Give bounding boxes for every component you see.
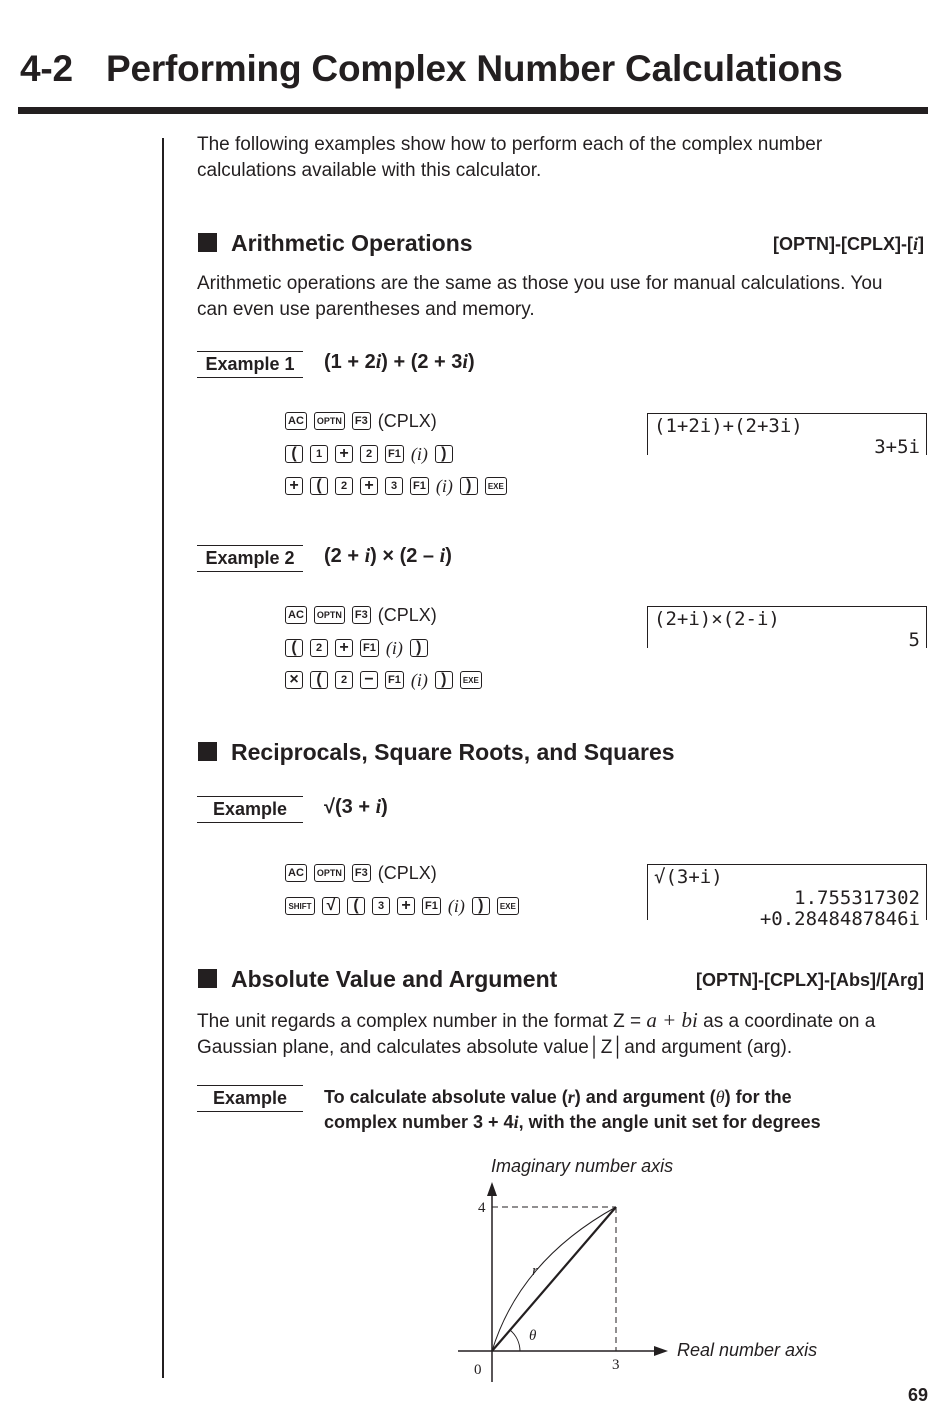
calculator-screen [647, 606, 927, 651]
x-axis-arrow-icon [654, 1346, 668, 1356]
expr-i: i [439, 545, 446, 567]
desc-line-2: Gaussian plane, and calculates absolute value│Z│and argument (arg). [197, 1037, 793, 1058]
expr-part: ) + (2 + 3 [381, 351, 463, 373]
cplx-label: (CPLX) [377, 410, 437, 431]
text-r: r [567, 1087, 575, 1107]
text-part: complex number 3 + 4 [324, 1112, 514, 1132]
vector-line [492, 1207, 616, 1351]
title-text: Performing Complex Number Calculations [106, 48, 843, 89]
intro-line-1: The following examples show how to perform each of the complex number [197, 134, 823, 155]
heading-text: Arithmetic Operations [231, 230, 473, 256]
f1-key-icon: F1 [385, 445, 404, 463]
text-part: ) for the [724, 1087, 792, 1107]
section-absolute-heading [198, 966, 557, 993]
screen-line-2: 5 [908, 629, 920, 651]
shift-key-icon: SHIFT [285, 897, 315, 915]
one-key-icon: 1 [310, 445, 328, 463]
expr-part: √(3 + [324, 796, 376, 818]
bullet-square-icon [198, 233, 217, 252]
two-key-icon: 2 [310, 639, 328, 657]
two-key-icon: 2 [360, 445, 378, 463]
expr-part: ) × (2 – [370, 545, 440, 567]
rparen-key-icon: ) [435, 671, 453, 689]
gaussian-plane-diagram [440, 1150, 840, 1385]
intro-paragraph [197, 132, 822, 184]
rparen-key-icon: ) [472, 897, 490, 915]
i-label: (i) [385, 637, 403, 658]
page-title [20, 48, 843, 90]
minus-key-icon: − [360, 671, 378, 689]
x-axis-label: Real number axis [677, 1340, 818, 1360]
two-key-icon: 2 [335, 671, 353, 689]
screen-line-1: √(3+i) [654, 866, 723, 888]
ac-key-icon: AC [285, 864, 307, 882]
expr-part: (1 + 2 [324, 351, 376, 373]
absolute-description [197, 1007, 875, 1061]
optn-key-icon: OPTN [314, 412, 345, 430]
key-sequence-row [285, 409, 437, 433]
ac-key-icon: AC [285, 606, 307, 624]
reciprocal-expression [324, 796, 388, 819]
expr-i: i [375, 796, 382, 818]
page-number: 69 [907, 1385, 928, 1405]
arithmetic-description [197, 271, 882, 323]
y-tick-label: 4 [478, 1200, 486, 1216]
lparen-key-icon: ( [310, 671, 328, 689]
expr-i: i [364, 545, 371, 567]
example-line-2 [324, 1110, 821, 1135]
text-i: i [513, 1112, 519, 1132]
example-line-1 [324, 1085, 821, 1110]
expr-part: ) [467, 351, 475, 373]
key-sequence-row [285, 603, 437, 627]
screen-line-1: (2+i)×(2-i) [654, 608, 780, 630]
exe-key-icon: EXE [497, 897, 519, 915]
optn-key-icon: OPTN [314, 606, 345, 624]
exe-key-icon: EXE [485, 477, 507, 495]
i-label: (i) [447, 895, 465, 916]
key-path-text: [OPTN]-[CPLX]-[ [773, 234, 913, 254]
lparen-key-icon: ( [347, 897, 365, 915]
f3-key-icon: F3 [352, 864, 371, 882]
cplx-label: (CPLX) [377, 862, 437, 883]
reciprocal-example-label: Example [197, 796, 303, 823]
example2-expression [324, 545, 452, 568]
screen-line-2: 3+5i [874, 436, 920, 458]
screen-line-2: 1.755317302 [794, 887, 920, 909]
example1-expression [324, 351, 475, 374]
three-key-icon: 3 [372, 897, 390, 915]
margin-rule [162, 138, 164, 1378]
example2-label: Example 2 [197, 545, 303, 572]
heading-text: Absolute Value and Argument [231, 966, 558, 992]
ac-key-icon: AC [285, 412, 307, 430]
section-arithmetic-heading [198, 230, 473, 257]
desc-line-1 [197, 1007, 875, 1035]
i-label: (i) [410, 669, 428, 690]
expr-i: i [375, 351, 382, 373]
f1-key-icon: F1 [385, 671, 404, 689]
rparen-key-icon: ) [435, 445, 453, 463]
desc-part: as a coordinate on a [697, 1011, 876, 1032]
screen-line-1: (1+2i)+(2+3i) [654, 415, 803, 437]
plus-key-icon: + [335, 639, 353, 657]
theta-arc [510, 1330, 520, 1351]
desc-part: The unit regards a complex number in the format Z = [197, 1011, 647, 1032]
desc-line-1: Arithmetic operations are the same as those you use for manual calculations. You [197, 273, 883, 294]
sqrt-key-icon: √ [322, 897, 340, 915]
x-tick-label: 3 [612, 1357, 620, 1373]
i-label: (i) [410, 443, 428, 464]
plus-key-icon: + [335, 445, 353, 463]
cplx-label: (CPLX) [377, 604, 437, 625]
desc-formula: a + bi [646, 1008, 698, 1032]
heading-text: Reciprocals, Square Roots, and Squares [231, 739, 675, 765]
title-rule [18, 107, 928, 114]
key-path-i: i [912, 234, 918, 254]
section-reciprocals-heading [198, 739, 675, 766]
key-sequence-row [285, 894, 519, 918]
two-key-icon: 2 [335, 477, 353, 495]
f1-key-icon: F1 [422, 897, 441, 915]
expr-part: (2 + [324, 545, 365, 567]
origin-label: 0 [474, 1362, 482, 1378]
expr-part: ) [445, 545, 452, 567]
y-axis-label: Imaginary number axis [491, 1156, 674, 1176]
key-sequence-row [285, 861, 437, 885]
key-path-end: ] [918, 234, 924, 254]
plus-key-icon: + [285, 477, 303, 495]
section-number: 4-2 [20, 48, 73, 89]
lparen-key-icon: ( [285, 445, 303, 463]
intro-line-2: calculations available with this calculator. [197, 160, 542, 181]
key-sequence-row [285, 668, 482, 692]
optn-key-icon: OPTN [314, 864, 345, 882]
key-sequence-row [285, 442, 453, 466]
times-key-icon: × [285, 671, 303, 689]
example1-label: Example 1 [197, 351, 303, 378]
theta-label: θ [529, 1328, 537, 1344]
expr-part: ) [381, 796, 388, 818]
f1-key-icon: F1 [410, 477, 429, 495]
exe-key-icon: EXE [460, 671, 482, 689]
calculator-screen [647, 864, 927, 930]
text-part: To calculate absolute value ( [324, 1087, 568, 1107]
f3-key-icon: F3 [352, 412, 371, 430]
i-label: (i) [435, 475, 453, 496]
bullet-square-icon [198, 742, 217, 761]
text-part: ) and argument ( [574, 1087, 716, 1107]
lparen-key-icon: ( [310, 477, 328, 495]
plus-key-icon: + [397, 897, 415, 915]
r-label: r [532, 1263, 538, 1279]
absolute-example-label: Example [197, 1085, 303, 1112]
three-key-icon: 3 [385, 477, 403, 495]
f1-key-icon: F1 [360, 639, 379, 657]
absolute-key-path: [OPTN]-[CPLX]-[Abs]/[Arg] [696, 970, 924, 990]
calculator-screen [647, 413, 927, 458]
rparen-key-icon: ) [460, 477, 478, 495]
text-part: , with the angle unit set for degrees [518, 1112, 821, 1132]
text-theta: θ [715, 1087, 725, 1107]
lparen-key-icon: ( [285, 639, 303, 657]
plus-key-icon: + [360, 477, 378, 495]
key-sequence-row [285, 636, 428, 660]
y-axis-arrow-icon [487, 1182, 497, 1196]
f3-key-icon: F3 [352, 606, 371, 624]
absolute-example-text [324, 1085, 821, 1135]
screen-line-3: +0.2848487846i [759, 908, 920, 930]
arithmetic-key-path [773, 234, 924, 255]
desc-line-2: can even use parentheses and memory. [197, 299, 535, 320]
expr-i: i [462, 351, 468, 373]
key-sequence-row [285, 474, 507, 498]
bullet-square-icon [198, 969, 217, 988]
rparen-key-icon: ) [410, 639, 428, 657]
